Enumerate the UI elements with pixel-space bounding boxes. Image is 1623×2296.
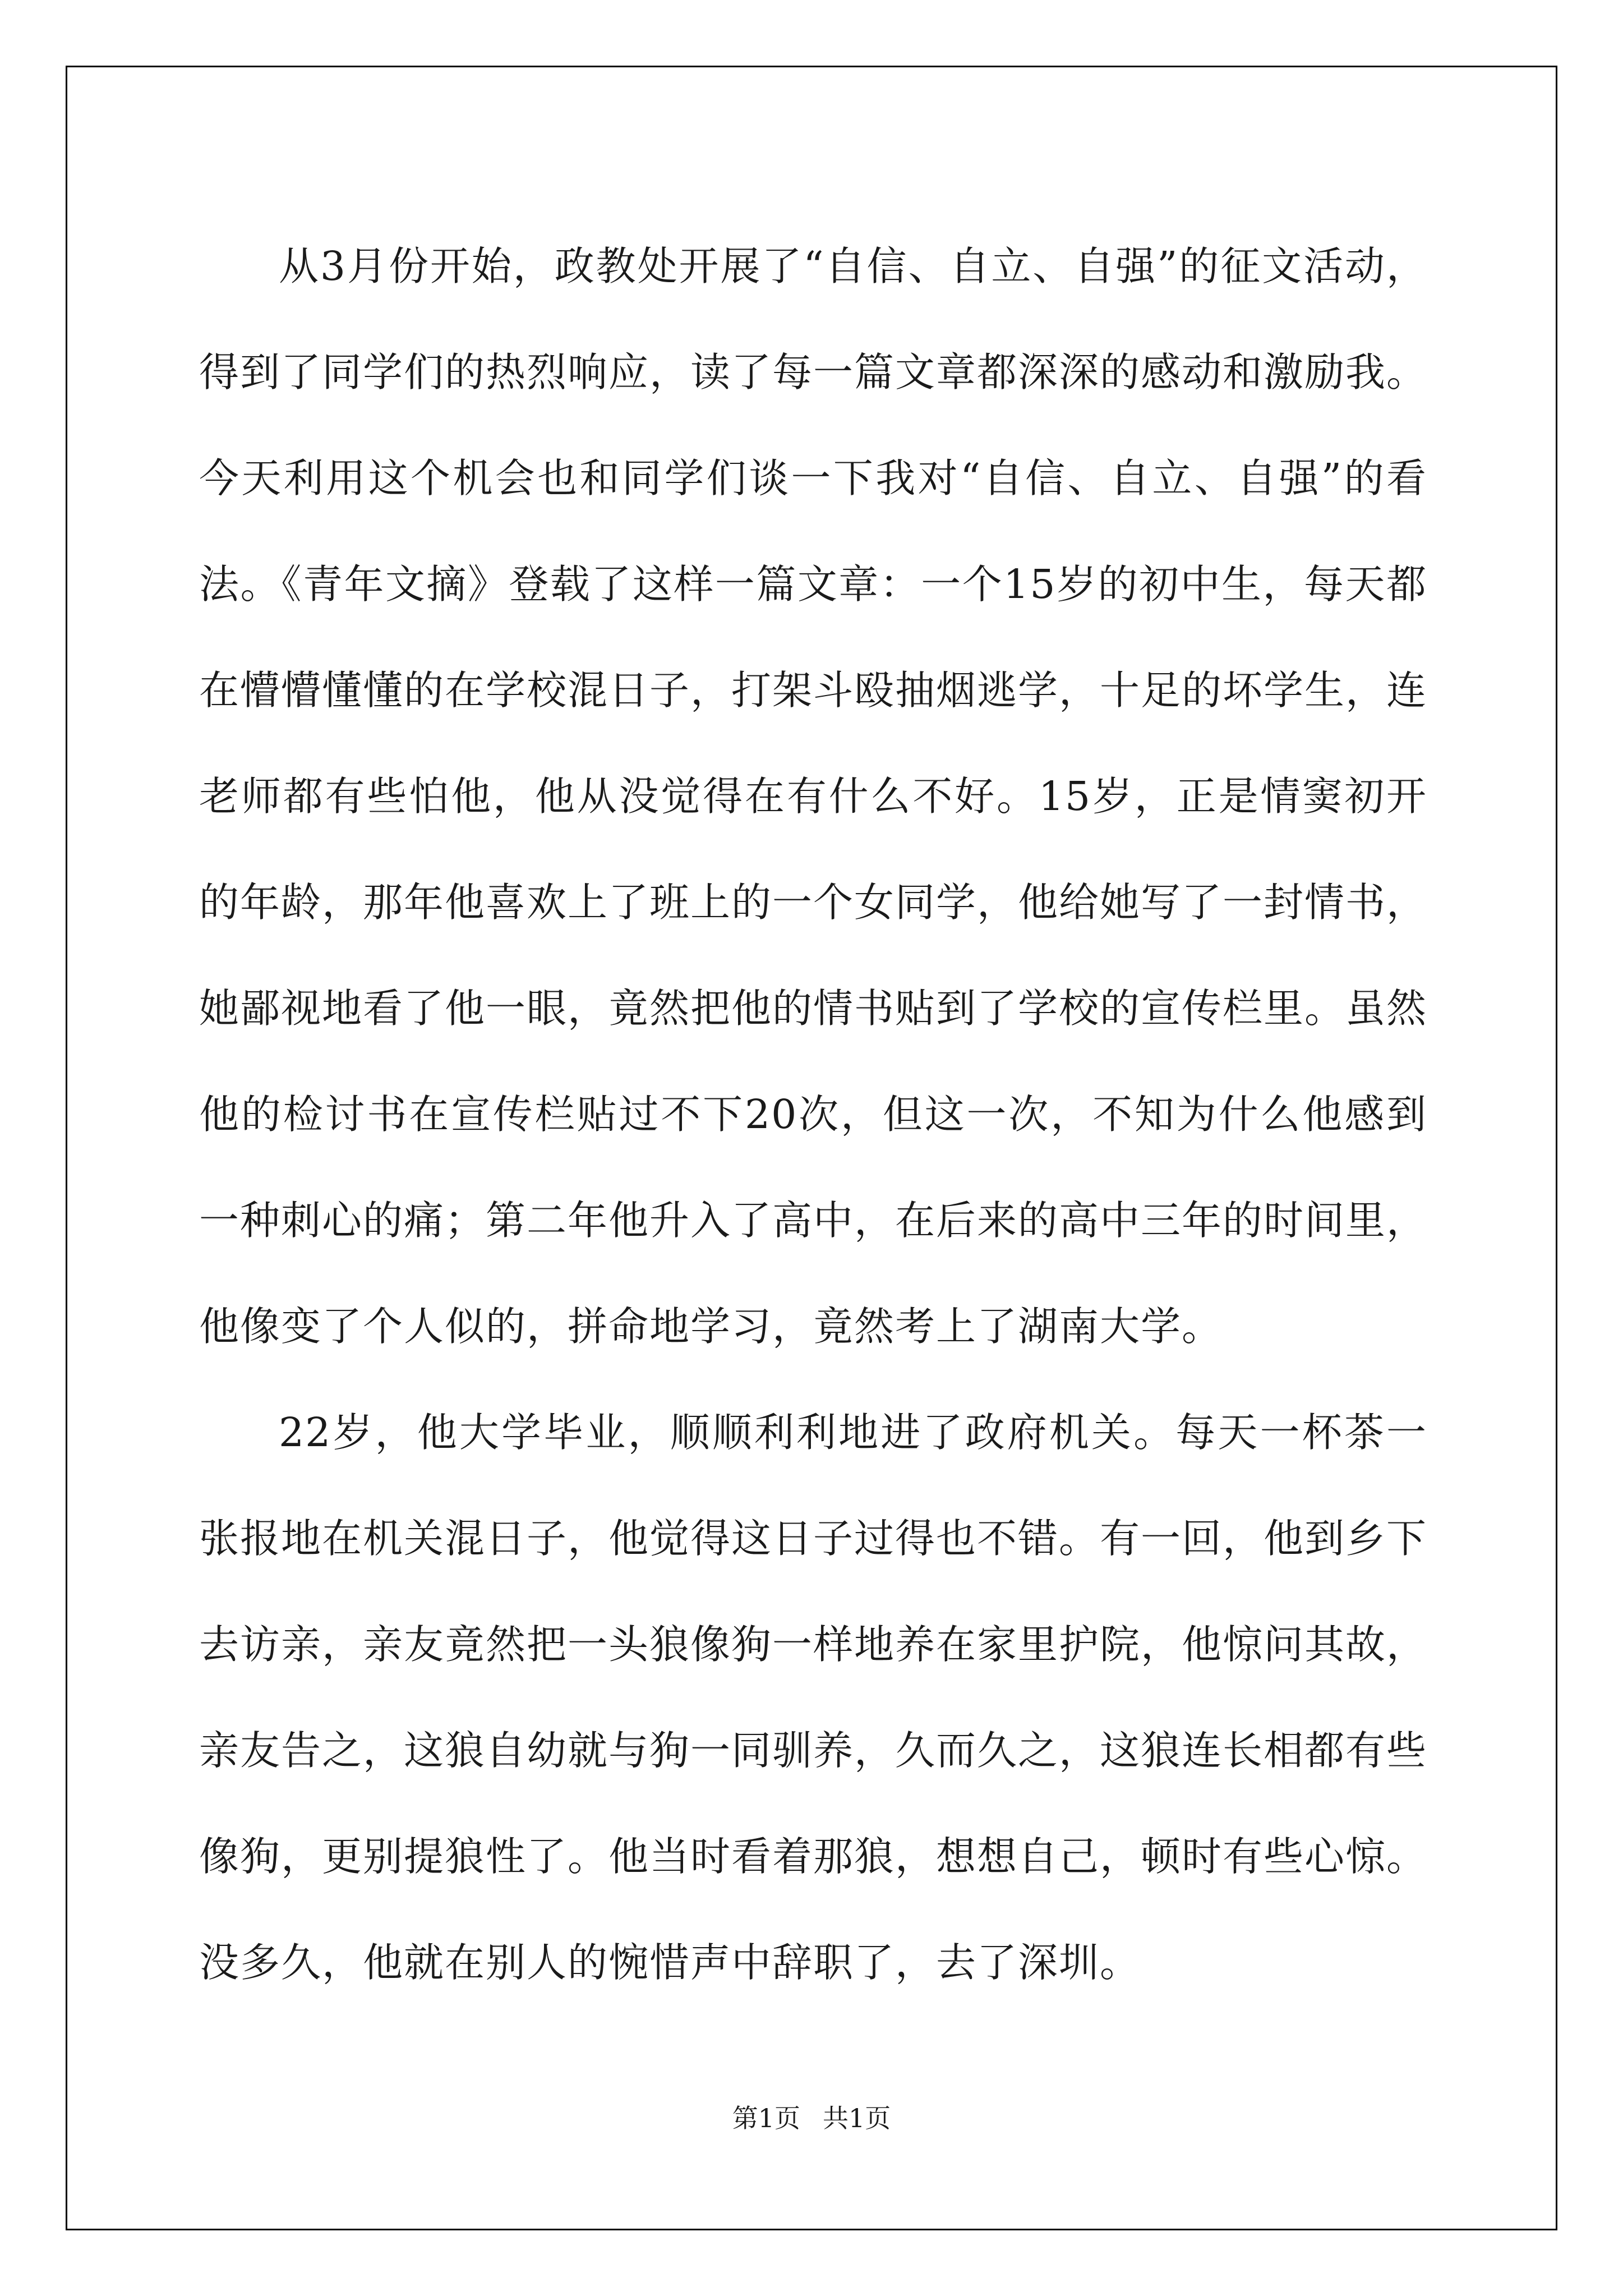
document-body xyxy=(199,213,1427,2016)
page-number: 第1页 xyxy=(732,2103,800,2133)
page-footer xyxy=(0,2098,1623,2135)
paragraph-1: 从3月份开始，政教处开展了“自信、自立、自强”的征文活动，得到了同学们的热烈响应，读了每一篇文章都深深的感动和激励我。今天利用这个机会也和同学们谈一下我对“自信、自立、自强”的看法。《青年文摘》登载了这样一篇文章：一个15岁的初中生，每天都在懵懵懂懂的在学校混日子，打架斗殴抽烟逃学，十足的坏学生，连老师都有些怕他，他从没觉得在有什么不好。15岁，正是情窦初开的年龄，那年他喜欢上了班上的一个女同学，他给她写了一封情书，她鄙视地看了他一眼，竟然把他的情书贴到了学校的宣传栏里。虽然他的检讨书在宣传栏贴过不下20次，但这一次，不知为什么他感到一种刺心的痛；第二年他升入了高中，在后来的高中三年的时间里，他像变了个人似的，拼命地学习，竟然考上了湖南大学。 xyxy=(199,243,1428,1350)
paragraph-2: 22岁，他大学毕业，顺顺利利地进了政府机关。每天一杯茶一张报地在机关混日子，他觉得这日子过得也不错。有一回，他到乡下去访亲，亲友竟然把一头狼像狗一样地养在家里护院，他惊问其故，亲友告之，这狼自幼就与狗一同驯养，久而久之，这狼连长相都有些像狗，更别提狼性了。他当时看着那狼，想想自己，顿时有些心惊。没多久，他就在别人的惋惜声中辞职了，去了深圳。 xyxy=(199,1409,1428,1986)
page-total: 共1页 xyxy=(823,2103,891,2133)
